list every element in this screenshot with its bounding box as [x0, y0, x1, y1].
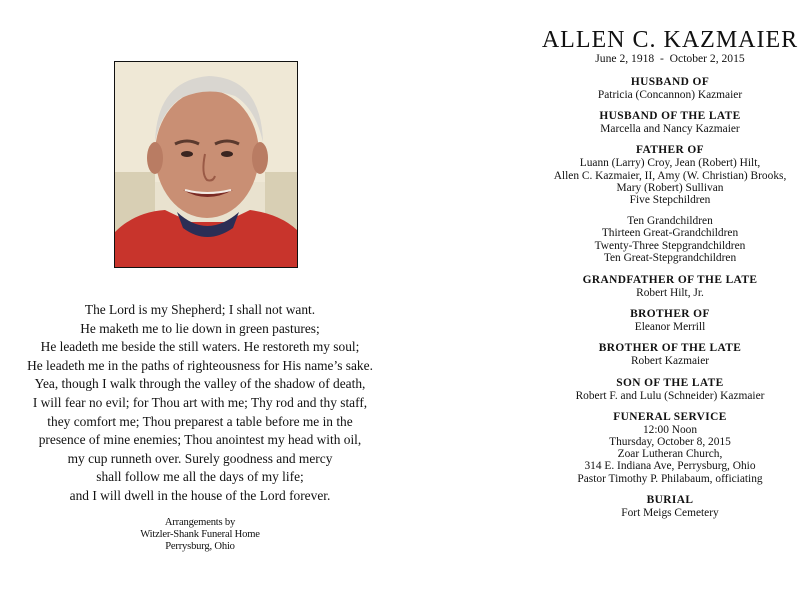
- section-line: Ten Great-Stepgrandchildren: [603, 251, 737, 264]
- psalm-line: presence of mine enemies; Thou anointest my head with oil,: [38, 432, 362, 448]
- section-line: Luann (Larry) Croy, Jean (Robert) Hilt,: [579, 157, 761, 170]
- section-funeral-service: [540, 411, 800, 485]
- psalm-line: Yea, though I walk through the valley of the shadow of death,: [34, 376, 366, 392]
- psalm-line: The Lord is my Shepherd; I shall not want.: [84, 302, 316, 317]
- section-heading: SON OF THE LATE: [616, 376, 724, 389]
- psalm-line: He leadeth me beside the still waters. He restoreth my soul;: [40, 339, 360, 355]
- section-line: Robert Hilt, Jr.: [636, 287, 704, 300]
- section-husband-of: [540, 76, 800, 101]
- psalm-23: [0, 301, 400, 506]
- section-son-of-the-late: [540, 377, 800, 402]
- psalm-line: they comfort me; Thou preparest a table before me in the: [47, 413, 353, 429]
- funeral-home-name: Witzler-Shank Funeral Home: [140, 529, 260, 541]
- psalm-line: my cup runneth over. Surely goodness and mercy: [67, 450, 333, 466]
- section-heading: BROTHER OF: [630, 308, 710, 321]
- section-heading: BURIAL: [646, 493, 694, 506]
- section-father-of: [540, 144, 800, 206]
- section-line: Pastor Timothy P. Philabaum, officiating: [577, 472, 763, 485]
- deceased-name: ALLEN C. KAZMAIER: [541, 27, 799, 53]
- portrait-image: [115, 62, 297, 267]
- section-brother-of-the-late: [540, 342, 800, 367]
- section-brother-of: [540, 308, 800, 333]
- section-burial: [540, 494, 800, 519]
- section-husband-of-the-late: [540, 110, 800, 135]
- section-heading: FATHER OF: [635, 144, 705, 157]
- section-heading: FUNERAL SERVICE: [613, 410, 727, 423]
- section-line: 12:00 Noon: [642, 423, 698, 436]
- section-line: Twenty-Three Stepgrandchildren: [594, 239, 746, 252]
- life-dates: June 2, 1918 - October 2, 2015: [595, 52, 745, 65]
- section-grandfather-of-the-late: [540, 274, 800, 299]
- psalm-line: He leadeth me in the paths of righteousness for His name’s sake.: [27, 357, 373, 373]
- section-line: Patricia (Concannon) Kazmaier: [597, 89, 743, 101]
- psalm-line: shall follow me all the days of my life;: [96, 469, 304, 485]
- section-line: Zoar Lutheran Church,: [617, 448, 723, 461]
- section-line: Marcella and Nancy Kazmaier: [600, 123, 740, 136]
- arrangements-credit: [100, 517, 300, 554]
- section-line: Robert F. and Lulu (Schneider) Kazmaier: [575, 389, 765, 402]
- section-heading: HUSBAND OF: [630, 76, 710, 88]
- section-line: Robert Kazmaier: [630, 355, 710, 368]
- section-line: Thursday, October 8, 2015: [609, 436, 731, 449]
- psalm-line: and I will dwell in the house of the Lord forever.: [69, 487, 331, 503]
- section-line: Mary (Robert) Sullivan: [616, 181, 724, 194]
- section-heading: HUSBAND OF THE LATE: [599, 110, 741, 123]
- section-line: Thirteen Great-Grandchildren: [601, 227, 739, 240]
- section-grandchildren: [540, 215, 800, 264]
- arrangements-line: Arrangements by: [164, 517, 236, 528]
- family-sections: [540, 76, 800, 519]
- section-heading: BROTHER OF THE LATE: [598, 342, 742, 355]
- psalm-line: I will fear no evil; for Thou art with me; Thy rod and thy staff,: [32, 394, 368, 410]
- funeral-home-location: Perrysburg, Ohio: [165, 541, 235, 553]
- section-line: Five Stepchildren: [629, 194, 711, 207]
- psalm-line: He maketh me to lie down in green pastures;: [80, 320, 320, 336]
- section-line: Allen C. Kazmaier, II, Amy (W. Christian) Brooks,: [553, 169, 787, 182]
- section-line: 314 E. Indiana Ave, Perrysburg, Ohio: [584, 460, 756, 473]
- portrait-photo: [114, 61, 298, 268]
- section-line: Fort Meigs Cemetery: [621, 506, 719, 519]
- right-panel: [540, 0, 800, 600]
- section-line: Ten Grandchildren: [627, 215, 713, 228]
- section-heading: GRANDFATHER OF THE LATE: [582, 274, 758, 287]
- section-line: Eleanor Merrill: [634, 321, 706, 334]
